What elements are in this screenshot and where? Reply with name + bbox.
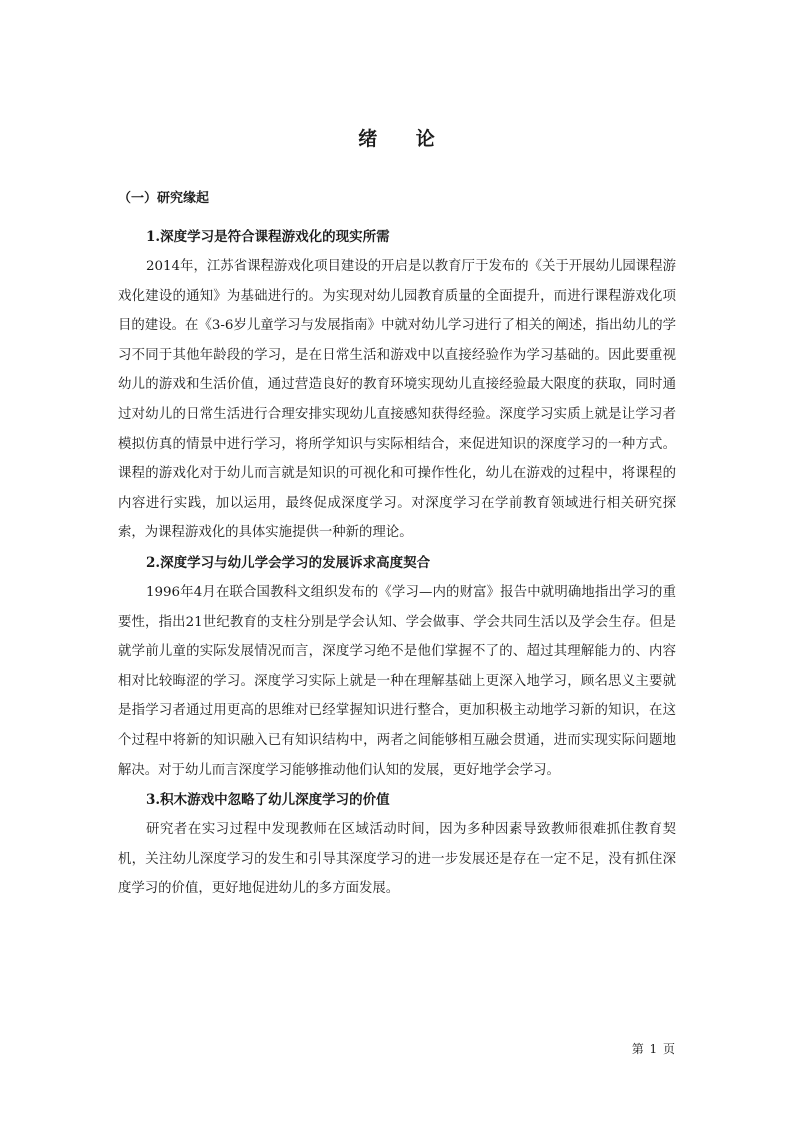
paragraph: 研究者在实习过程中发现教师在区域活动时间，因为多种因素导致教师很难抓住教育契机，关注幼儿深度学习的发生和引导其深度学习的进一步发展还是存在一定不足，没有抓住深度学习的价值，更好地促进幼儿的多方面发展。 <box>118 822 676 897</box>
paragraph: 2014年，江苏省课程游戏化项目建设的开启是以教育厅于发布的《关于开展幼儿园课程游戏化建设的通知》为基础进行的。为实现对幼儿园教育质量的全面提升，而进行课程游戏化项目的建设。在《3-6岁儿童学习与发展指南》中就对幼儿学习进行了相关的阐述，指出幼儿的学习不同于其他年龄段的学习，是在日常生活和游戏中以直接经验作为学习基础的。因此要重视幼儿的游戏和生活价值，通过营造良好的教育环境实现幼儿直接经验最大限度的获取，同时通过对幼儿的日常生活进行合理安排实现幼儿直接感知获得经验。深度学习实质上就是让学习者模拟仿真的情景中进行学习，将所学知识与实际相结合，来促进知识的深度学习的一种方式。课程的游戏化对于幼儿而言就是知识的可视化和可操作性化，幼儿在游戏的过程中，将课程的内容进行实践，加以运用，最终促成深度学习。对深度学习在学前教育领域进行相关研究探索，为课程游戏化的具体实施提供一种新的理论。 <box>118 259 676 541</box>
document-body <box>118 184 676 904</box>
subsection-1 <box>118 222 676 548</box>
page-number: 第 1 页 <box>631 1042 675 1056</box>
subsection-2 <box>118 548 676 785</box>
subsection-heading: 1.深度学习是符合课程游戏化的现实所需 <box>146 229 390 245</box>
section-heading: （一）研究缘起 <box>118 191 210 206</box>
paragraph: 1996年4月在联合国教科文组织发布的《学习—内的财富》报告中就明确地指出学习的重要性，指出21世纪教育的支柱分别是学会认知、学会做事、学会共同生活以及学会生存。但是就学前儿童的实际发展情况而言，深度学习绝不是他们掌握不了的、超过其理解能力的、内容相对比较晦涩的学习。深度学习实际上就是一种在理解基础上更深入地学习，顾名思义主要就是指学习者通过用更高的思维对已经掌握知识进行整合，更加积极主动地学习新的知识，在这个过程中将新的知识融入已有知识结构中，两者之间能够相互融会贯通，进而实现实际问题地解决。对于幼儿而言深度学习能够推动他们认知的发展，更好地学会学习。 <box>118 584 676 778</box>
subsection-heading: 2.深度学习与幼儿学会学习的发展诉求高度契合 <box>146 554 431 571</box>
document-title: 绪 论 <box>358 128 451 150</box>
subsection-heading: 3.积木游戏中忽略了幼儿深度学习的价值 <box>146 792 390 809</box>
subsection-3 <box>118 785 676 904</box>
